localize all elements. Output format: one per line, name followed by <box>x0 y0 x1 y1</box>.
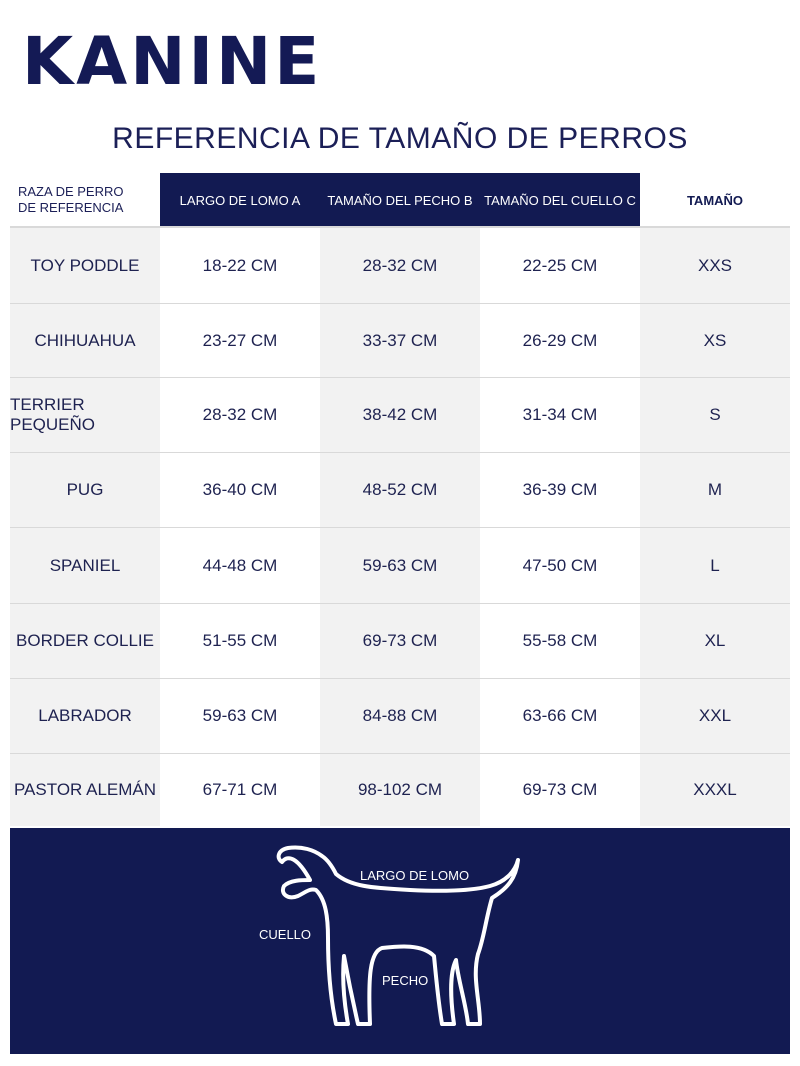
cell-breed: TERRIER PEQUEÑO <box>10 378 160 452</box>
cell-breed: SPANIEL <box>10 528 160 603</box>
cell-neck: 69-73 CM <box>480 754 640 826</box>
header-chest: TAMAÑO DEL PECHO B <box>320 173 480 227</box>
cell-neck: 47-50 CM <box>480 528 640 603</box>
cell-size: XXXL <box>640 754 790 826</box>
cell-breed: PASTOR ALEMÁN <box>10 754 160 826</box>
cell-neck: 55-58 CM <box>480 604 640 678</box>
dog-measurement-diagram <box>10 828 790 1054</box>
cell-neck: 31-34 CM <box>480 378 640 452</box>
cell-neck: 36-39 CM <box>480 453 640 527</box>
cell-breed: PUG <box>10 453 160 527</box>
label-neck: CUELLO <box>259 927 312 942</box>
header-size: TAMAÑO <box>686 192 744 208</box>
cell-size: XXS <box>640 228 790 303</box>
cell-chest: 28-32 CM <box>320 228 480 303</box>
dog-outline-icon <box>10 828 790 1054</box>
cell-length: 51-55 CM <box>160 604 320 678</box>
cell-chest: 84-88 CM <box>320 679 480 753</box>
cell-size: L <box>640 528 790 603</box>
table-row <box>10 679 790 753</box>
cell-length: 28-32 CM <box>160 378 320 452</box>
cell-size: M <box>640 453 790 527</box>
table-row <box>10 528 790 603</box>
cell-neck: 26-29 CM <box>480 304 640 377</box>
cell-chest: 33-37 CM <box>320 304 480 377</box>
label-back-length: LARGO DE LOMO <box>360 868 470 883</box>
cell-breed: BORDER COLLIE <box>10 604 160 678</box>
cell-length: 59-63 CM <box>160 679 320 753</box>
cell-size: XS <box>640 304 790 377</box>
cell-chest: 98-102 CM <box>320 754 480 826</box>
page-title: REFERENCIA DE TAMAÑO DE PERROS <box>112 122 688 155</box>
header-length: LARGO DE LOMO A <box>160 173 320 227</box>
table-row <box>10 304 790 377</box>
table-row <box>10 378 790 452</box>
cell-size: XL <box>640 604 790 678</box>
cell-chest: 48-52 CM <box>320 453 480 527</box>
table-row <box>10 228 790 303</box>
cell-size: S <box>640 378 790 452</box>
table-row <box>10 754 790 826</box>
header-breed-label: RAZA DE PERRO DE REFERENCIA <box>18 184 124 215</box>
cell-neck: 63-66 CM <box>480 679 640 753</box>
cell-breed: TOY PODDLE <box>10 228 160 303</box>
cell-breed: LABRADOR <box>10 679 160 753</box>
cell-length: 67-71 CM <box>160 754 320 826</box>
header-separator <box>10 226 790 228</box>
cell-length: 36-40 CM <box>160 453 320 527</box>
label-chest: PECHO <box>382 973 429 988</box>
brand-logo: KANINE <box>22 23 323 100</box>
cell-length: 23-27 CM <box>160 304 320 377</box>
cell-chest: 69-73 CM <box>320 604 480 678</box>
cell-length: 18-22 CM <box>160 228 320 303</box>
cell-size: XXL <box>640 679 790 753</box>
cell-chest: 38-42 CM <box>320 378 480 452</box>
table-row <box>10 453 790 527</box>
cell-neck: 22-25 CM <box>480 228 640 303</box>
cell-breed: CHIHUAHUA <box>10 304 160 377</box>
cell-length: 44-48 CM <box>160 528 320 603</box>
header-breed <box>10 173 168 227</box>
header-neck: TAMAÑO DEL CUELLO C <box>480 173 640 227</box>
cell-chest: 59-63 CM <box>320 528 480 603</box>
table-row <box>10 604 790 678</box>
